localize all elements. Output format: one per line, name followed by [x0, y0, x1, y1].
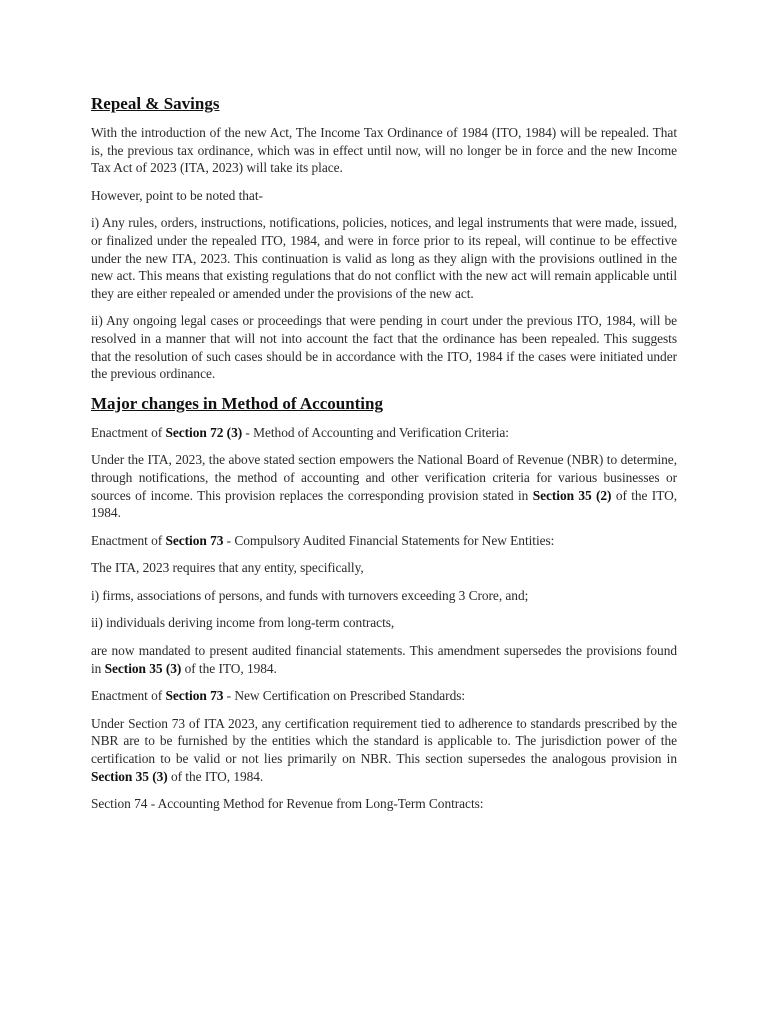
paragraph-certification-detail	[91, 715, 677, 785]
paragraph-entity-requirement: The ITA, 2023 requires that any entity, specifically,	[91, 560, 364, 576]
document-page	[91, 93, 677, 823]
section-reference: Section 73	[165, 532, 224, 548]
heading-repeal-savings: Repeal & Savings	[91, 94, 220, 113]
paragraph-intro: With the introduction of the new Act, The Income Tax Ordinance of 1984 (ITO, 1984) will be repealed. That is, the previous tax ordinance, which was in effect until now, will no longer be in force and the new Income Tax Act of 2023 (ITA, 2023) will take its place.	[91, 125, 677, 176]
list-item-firms: i) firms, associations of persons, and funds with turnovers exceeding 3 Crore, and;	[91, 587, 529, 603]
text-post: of the ITO, 1984.	[91, 487, 678, 521]
paragraph-section-74: Section 74 - Accounting Method for Revenue from Long-Term Contracts:	[91, 796, 484, 812]
section-reference: Section 35 (3)	[104, 660, 182, 676]
text-pre: Enactment of	[91, 532, 166, 548]
text-pre: Under the ITA, 2023, the above stated section empowers the National Board of Revenue (NBR) to determine, through notifications, the method of accounting and other verification criteria for various businesses or sources of income. This provision replaces the corresponding provision stated in	[91, 452, 677, 503]
section-reference: Section 73	[165, 688, 224, 704]
paragraph-nbr-method	[91, 451, 677, 521]
text-post: - New Certification on Prescribed Standards:	[223, 688, 466, 704]
text-pre: are now mandated to present audited financial statements. This amendment supersedes the provisions found in	[91, 643, 677, 676]
section-reference: Section 72 (3)	[165, 424, 243, 440]
paragraph-note: However, point to be noted that-	[91, 187, 263, 203]
paragraph-point-1: i) Any rules, orders, instructions, notifications, policies, notices, and legal instruments that were made, issued, or finalized under the repealed ITO, 1984, and were in force prior to its repeal, will continue to be effective under the new ITA, 2023. This continuation is valid as long as they align with the provisions outlined in the new act. This means that existing regulations that do not conflict with the new act will remain applicable until they are either repealed or amended under the provisions of the new act.	[91, 215, 677, 301]
paragraph-enactment-73-audited	[91, 532, 677, 550]
paragraph-audited-mandate	[91, 642, 677, 677]
text-post: of the ITO, 1984.	[181, 660, 277, 676]
heading-major-changes: Major changes in Method of Accounting	[91, 393, 383, 413]
text-pre: Under Section 73 of ITA 2023, any certification requirement tied to adherence to standards prescribed by the NBR are to be furnished by the entities which the standard is applicable to. The jurisdiction power of the certification to be valid or not lies primarily on NBR. This section supersedes the analogous provision in	[91, 715, 677, 767]
text-pre: Enactment of	[91, 688, 166, 704]
text-pre: Enactment of	[91, 424, 166, 440]
paragraph-enactment-72-3	[91, 424, 677, 442]
text-post: of the ITO, 1984.	[167, 768, 264, 784]
paragraph-point-2: ii) Any ongoing legal cases or proceedings that were pending in court under the previous ITO, 1984, will be resolved in a manner that will not into account the fact that the ordinance has been repealed. This suggests that the resolution of such cases should be in accordance with the ITO, 1984 if the cases were initiated under the previous ordinance.	[91, 313, 677, 382]
text-post: - Method of Accounting and Verification Criteria:	[242, 424, 509, 440]
paragraph-enactment-73-certification	[91, 687, 677, 705]
text-post: - Compulsory Audited Financial Statements for New Entities:	[223, 532, 555, 548]
section-reference: Section 35 (3)	[91, 768, 168, 784]
list-item-individuals: ii) individuals deriving income from long-term contracts,	[91, 615, 395, 631]
section-reference: Section 35 (2)	[532, 487, 612, 503]
